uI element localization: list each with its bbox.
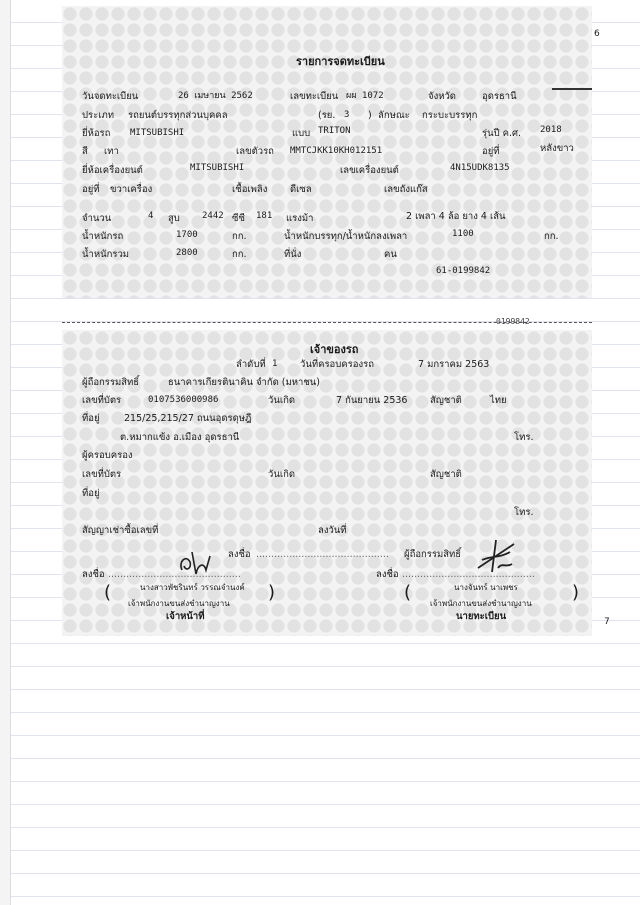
left-paren-open: ( xyxy=(104,582,112,603)
lease-date-label: ลงวันที่ xyxy=(318,525,347,536)
seq-label: ลำดับที่ xyxy=(236,359,266,370)
address-label: ที่อยู่ xyxy=(82,413,100,424)
tel2-label: โทร. xyxy=(514,507,534,518)
reg-no-value: ผผ 1072 xyxy=(346,91,384,101)
cc-label: ซีซี xyxy=(232,213,245,224)
right-sign-dots: ............................................ xyxy=(402,569,535,580)
model-label: แบบ xyxy=(292,128,311,139)
location-value: หลังขาว xyxy=(540,143,574,154)
brand-label: ยี่ห้อรถ xyxy=(82,128,111,139)
possession-label: วันที่ครอบครองรถ xyxy=(300,359,374,370)
pen-mark xyxy=(552,88,592,90)
nation2-label: สัญชาติ xyxy=(430,469,462,480)
possession-date: 7 มกราคม 2563 xyxy=(418,359,490,370)
type-code-close: ) xyxy=(368,110,372,121)
right-sign-label: ลงชื่อ xyxy=(376,569,399,580)
right-signer-position: เจ้าพนักงานขนส่งชำนาญงาน xyxy=(430,599,532,608)
weight-unit: กก. xyxy=(232,231,247,242)
right-signer-name: นางจันทร์ นาเพชร xyxy=(454,583,518,592)
persons-label: คน xyxy=(384,249,397,260)
owner-sign-dots: ............................................ xyxy=(256,549,389,560)
gross-unit: กก. xyxy=(232,249,247,260)
cylinders-label: สูบ xyxy=(168,213,180,224)
axles-wheels-value: 2 เพลา 4 ล้อ ยาง 4 เส้น xyxy=(406,211,506,222)
right-signer-role: นายทะเบียน xyxy=(456,611,507,622)
type-code-open: (รย. xyxy=(318,110,336,121)
owner-sign-label: ลงชื่อ xyxy=(228,549,251,560)
province-label: จังหวัด xyxy=(428,91,456,102)
owner-label: ผู้ถือกรรมสิทธิ์ xyxy=(82,377,140,388)
seq-value: 1 xyxy=(272,359,278,369)
lease-label: สัญญาเช่าซื้อเลขที่ xyxy=(82,525,159,536)
year-value: 2018 xyxy=(540,125,562,135)
color-label: สี xyxy=(82,146,88,157)
type-code-value: 3 xyxy=(344,110,350,120)
load-label: น้ำหนักบรรทุก/น้ำหนักลงเพลา xyxy=(284,231,408,242)
engine-brand-value: MITSUBISHI xyxy=(190,163,245,173)
birth-label: วันเกิด xyxy=(268,395,295,406)
page-number-top: 6 xyxy=(594,29,600,39)
count-label: จำนวน xyxy=(82,213,112,224)
weight-value: 1700 xyxy=(176,230,198,240)
hp-label: แรงม้า xyxy=(286,213,314,224)
color-value: เทา xyxy=(104,146,119,157)
address-line-1: 215/25,215/27 ถนนอุดรดุษฎี xyxy=(124,413,252,424)
gross-label: น้ำหนักรวม xyxy=(82,249,130,260)
gas-tank-label: เลขถังแก๊ส xyxy=(384,184,428,195)
owner-title: เจ้าของรถ xyxy=(310,343,359,356)
birth-value: 7 กันยายน 2536 xyxy=(336,395,408,406)
gross-value: 2800 xyxy=(176,248,198,258)
address2-label: ที่อยู่ xyxy=(82,488,100,499)
left-signer-name: นางสาวพัชรินทร์ วรรณจำนงค์ xyxy=(140,583,245,592)
left-signer-role: เจ้าหน้าที่ xyxy=(166,611,205,622)
body-value: กระบะบรรทุก xyxy=(422,110,478,121)
load-unit: กก. xyxy=(544,231,559,242)
engine-no-label: เลขเครื่องยนต์ xyxy=(340,165,399,176)
hp-value: 181 xyxy=(256,211,273,221)
serial-number: 61-0199842 xyxy=(436,266,491,276)
year-label: รุ่นปี ค.ศ. xyxy=(482,128,522,139)
owner-signature-label: ผู้ถือกรรมสิทธิ์ xyxy=(404,549,462,560)
left-sign-label: ลงชื่อ xyxy=(82,569,105,580)
right-paren-close: ) xyxy=(572,582,580,603)
province-value: อุดรธานี xyxy=(482,91,517,102)
type-value: รถยนต์บรรทุกส่วนบุคคล xyxy=(128,110,228,121)
serial-cut: 0199842 xyxy=(496,317,530,326)
reg-no-label: เลขทะเบียน xyxy=(290,91,339,102)
left-sign-dots: ............................................ xyxy=(108,569,241,580)
tel-label: โทร. xyxy=(514,432,534,443)
seats-label: ที่นั่ง xyxy=(284,249,302,260)
engine-brand-label: ยี่ห้อเครื่องยนต์ xyxy=(82,165,143,176)
right-signature-scribble xyxy=(474,538,520,574)
address-line-2: ต.หมากแข้ง อ.เมือง อุดรธานี xyxy=(120,432,240,443)
engine-no-value: 4N15UDK8135 xyxy=(450,163,510,173)
cylinders-value: 4 xyxy=(148,211,154,221)
registration-title: รายการจดทะเบียน xyxy=(296,55,385,68)
nation-label: สัญชาติ xyxy=(430,395,462,406)
chassis-value: MMTCJKK10KH012151 xyxy=(290,146,383,156)
type-label: ประเภท xyxy=(82,110,115,121)
id2-label: เลขที่บัตร xyxy=(82,469,122,480)
left-signer-position: เจ้าพนักงานขนส่งชำนาญงาน xyxy=(128,599,230,608)
page-number-bottom: 7 xyxy=(604,617,610,627)
load-value: 1100 xyxy=(452,229,474,239)
right-paren-open: ( xyxy=(404,582,412,603)
fuel-value: ดีเซล xyxy=(290,184,312,195)
id-value: 0107536000986 xyxy=(148,395,219,405)
engine-loc-value: ขวาเครื่อง xyxy=(110,184,153,195)
left-signature-scribble xyxy=(176,548,216,578)
body-label: ลักษณะ xyxy=(378,110,410,121)
reg-date-value: 26 เมษายน 2562 xyxy=(178,91,253,101)
nation-value: ไทย xyxy=(490,395,507,406)
owner-name: ธนาคารเกียรตินาคิน จำกัด (มหาชน) xyxy=(168,377,321,388)
left-paren-close: ) xyxy=(268,582,276,603)
birth2-label: วันเกิด xyxy=(268,469,295,480)
location-label: อยู่ที่ xyxy=(482,146,500,157)
reg-date-label: วันจดทะเบียน xyxy=(82,91,139,102)
binding-strip xyxy=(0,0,11,905)
model-value: TRITON xyxy=(318,126,351,136)
chassis-label: เลขตัวรถ xyxy=(236,146,274,157)
engine-loc-label: อยู่ที่ xyxy=(82,184,100,195)
id-label: เลขที่บัตร xyxy=(82,395,122,406)
fuel-label: เชื้อเพลิง xyxy=(232,184,268,195)
cc-value: 2442 xyxy=(202,211,224,221)
brand-value: MITSUBISHI xyxy=(130,128,185,138)
possessor-label: ผู้ครอบครอง xyxy=(82,450,133,461)
weight-label: น้ำหนักรถ xyxy=(82,231,124,242)
